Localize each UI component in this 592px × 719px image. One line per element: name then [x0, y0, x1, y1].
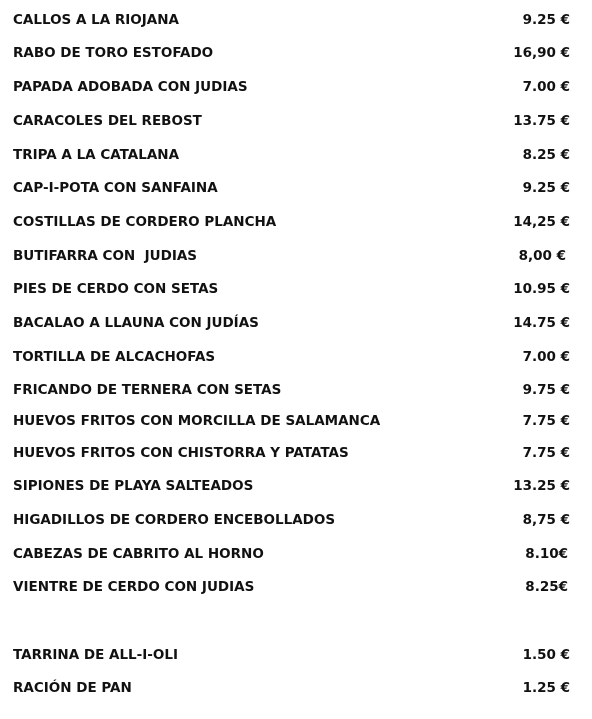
- dish-price: 7.75 €: [522, 445, 570, 461]
- menu-item: [0, 510, 592, 530]
- dish-price: 8,75 €: [522, 512, 570, 528]
- dish-name: CAP-I-POTA CON SANFAINA: [13, 180, 218, 196]
- dish-price: 14,25 €: [513, 214, 570, 230]
- dish-price: 10.95 €: [513, 281, 570, 297]
- dish-price: 9.25 €: [522, 12, 570, 28]
- menu-item: [0, 10, 592, 30]
- dish-price: 7.00 €: [522, 349, 570, 365]
- dish-price: 14.75 €: [513, 315, 570, 331]
- extra-price: 1.50 €: [522, 647, 570, 663]
- menu-item: [0, 411, 592, 431]
- dish-price: 9.75 €: [522, 382, 570, 398]
- dish-name: BACALAO A LLAUNA CON JUDÍAS: [13, 315, 259, 331]
- dish-name: CABEZAS DE CABRITO AL HORNO: [13, 546, 264, 562]
- menu-item: [0, 77, 592, 97]
- menu-item: [0, 145, 592, 165]
- dish-price: 7.00 €: [522, 79, 570, 95]
- menu-item: [0, 43, 592, 63]
- dish-price: 8,00 €: [518, 248, 566, 264]
- dish-name: HIGADILLOS DE CORDERO ENCEBOLLADOS: [13, 512, 336, 528]
- menu-item: [0, 544, 592, 564]
- extra-item: [0, 678, 592, 698]
- menu-item: [0, 380, 592, 400]
- dish-name: RABO DE TORO ESTOFADO: [13, 45, 214, 61]
- dish-name: CALLOS A LA RIOJANA: [13, 12, 179, 28]
- dish-name: PAPADA ADOBADA CON JUDIAS: [13, 79, 248, 95]
- dish-name: HUEVOS FRITOS CON CHISTORRA Y PATATAS: [13, 445, 349, 461]
- menu-item: [0, 476, 592, 496]
- menu-item: [0, 178, 592, 198]
- dish-price: 8.25 €: [522, 147, 570, 163]
- dish-price: 7.75 €: [522, 413, 570, 429]
- menu-item: [0, 111, 592, 131]
- menu-item: [0, 279, 592, 299]
- dish-price: 8.25€: [525, 579, 568, 595]
- dish-name: TRIPA A LA CATALANA: [13, 147, 180, 163]
- dish-name: CARACOLES DEL REBOST: [13, 113, 202, 129]
- menu-item: [0, 212, 592, 232]
- dish-name: SIPIONES DE PLAYA SALTEADOS: [13, 478, 254, 494]
- extra-item: [0, 645, 592, 665]
- extra-name: TARRINA DE ALL-I-OLI: [13, 647, 178, 663]
- dish-price: 13.25 €: [513, 478, 570, 494]
- dish-name: PIES DE CERDO CON SETAS: [13, 281, 219, 297]
- dish-name: HUEVOS FRITOS CON MORCILLA DE SALAMANCA: [13, 413, 381, 429]
- menu-item: [0, 347, 592, 367]
- dish-price: 9.25 €: [522, 180, 570, 196]
- menu-item: [0, 313, 592, 333]
- extra-name: RACIÓN DE PAN: [13, 680, 132, 696]
- dish-price: 13.75 €: [513, 113, 570, 129]
- menu-item: [0, 443, 592, 463]
- menu-item: [0, 577, 592, 597]
- dish-price: 16,90 €: [513, 45, 570, 61]
- dish-name: VIENTRE DE CERDO CON JUDIAS: [13, 579, 255, 595]
- dish-name: BUTIFARRA CON JUDIAS: [13, 248, 198, 264]
- dish-name: COSTILLAS DE CORDERO PLANCHA: [13, 214, 277, 230]
- extra-price: 1.25 €: [522, 680, 570, 696]
- dish-price: 8.10€: [525, 546, 568, 562]
- dish-name: TORTILLA DE ALCACHOFAS: [13, 349, 216, 365]
- dish-name: FRICANDO DE TERNERA CON SETAS: [13, 382, 282, 398]
- menu-item: [0, 246, 592, 266]
